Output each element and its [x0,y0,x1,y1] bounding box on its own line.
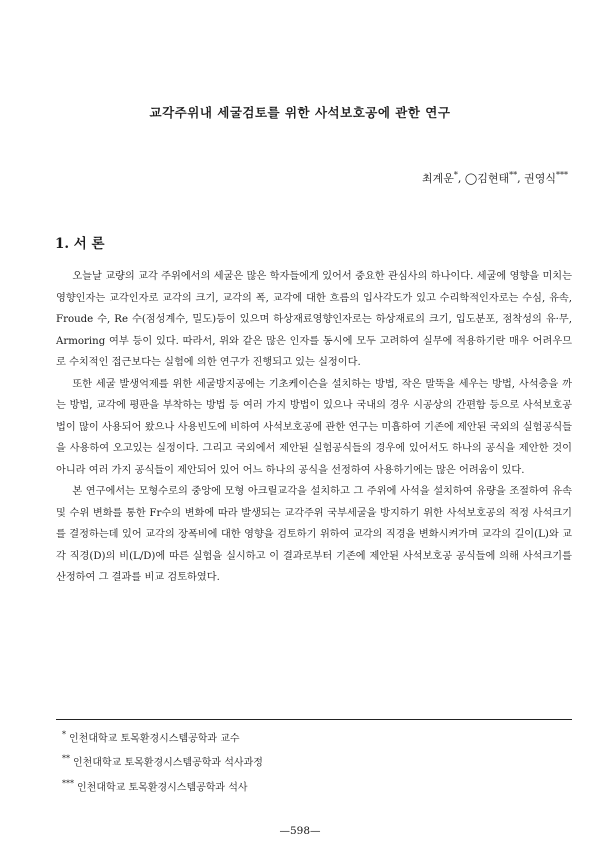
footnote-item [62,774,263,798]
footnote-text: 인천대학교 토목환경시스템공학과 석사과정 [73,757,263,769]
footnote-divider [56,719,572,720]
footnote-item [62,725,263,749]
footnote-item [62,749,263,773]
paragraph-2: 또한 세굴 발생억제를 위한 세굴방지공에는 기초케이슨을 설치하는 방법, 작은 말뚝을 세우는 방법, 사석층을 까는 방법, 교각에 평판을 부착하는 방법 등 여러 가지 방법이 있으나 국내의 경우 시공상의 간편함 등으로 사석보호공법이 많이 사용되어 왔으나 사용빈도에 비하여 사석보호공에 관한 연구는 미흡하여 기존에 제안된 국외의 실험공식들을 사용하여 오고있는 실정이다. 그리고 국외에서 제안된 실험공식들의 경우에 있어서도 하나의 공식을 제안한 것이 아니라 여러 가지 공식들이 제안되어 있어 어느 하나의 공식을 선정하여 사용하기에는 많은 어려움이 있다. [56,378,572,476]
author-3-mark: *** [556,170,568,180]
footnote-text: 인천대학교 토목환경시스템공학과 석사 [77,781,248,793]
author-2: ◯김현태 [464,172,510,185]
author-1: 최계운 [422,172,454,185]
paper-title: 교각주위내 세굴검토를 위한 사석보호공에 관한 연구 [149,105,451,120]
author-separator: , [457,172,465,185]
author-1-mark: * [453,170,458,180]
footnote-mark: * [62,730,66,739]
paragraph-3: 본 연구에서는 모형수로의 중앙에 모형 아크릴교각을 설치하고 그 주위에 사석을 설치하여 유량을 조절하여 유속 및 수위 변화를 통한 Fr수의 변화에 따라 발생되는 교각주위 국부세굴을 방지하기 위한 사석보호공의 적정 사석크기를 결정하는데 있어 교각의 장폭비에 대한 영향을 검토하기 위하여 교각의 직경을 변화시켜가며 교각의 길이(L)와 교각 직경(D)의 비(L/D)에 따른 실험을 실시하고 이 결과로부터 기존에 제안된 사석보호공 공식들에 의해 사석크기를 산정하여 그 결과를 비교 검토하였다. [56,486,572,583]
author-separator: , [517,172,525,185]
page-number: —598— [279,825,321,837]
footnotes [62,725,263,798]
paragraph-1: 오늘날 교량의 교각 주위에서의 세굴은 많은 학자들에게 있어서 중요한 관심사의 하나이다. 세굴에 영향을 미치는 영향인자는 교각인자로 교각의 크기, 교각의 폭, 교각에 대한 흐름의 입사각도가 있고 수리학적인자로는 수심, 유속, Froude 수, Re 수(점성계수, 밀도)등이 있으며 하상재료영향인자로는 하상재료의 크기, 입도분포, 점착성의 유·무, Armoring 여부 등이 있다. 따라서, 위와 같은 많은 인자를 동시에 모두 고려하여 실무에 적용하기란 매우 어려우므로 수치적인 접근보다는 실험에 의한 연구가 진행되고 있는 실정이다. [56,271,572,368]
body-text [56,266,572,589]
footnote-text: 인천대학교 토목환경시스템공학과 교수 [69,733,240,745]
author-2-mark: ** [509,170,518,180]
footnote-mark: *** [62,778,74,788]
author-line [422,170,568,186]
section-heading-introduction: 1. 서 론 [55,236,105,252]
footnote-mark: ** [62,754,70,764]
author-3: 권영식 [524,172,556,185]
